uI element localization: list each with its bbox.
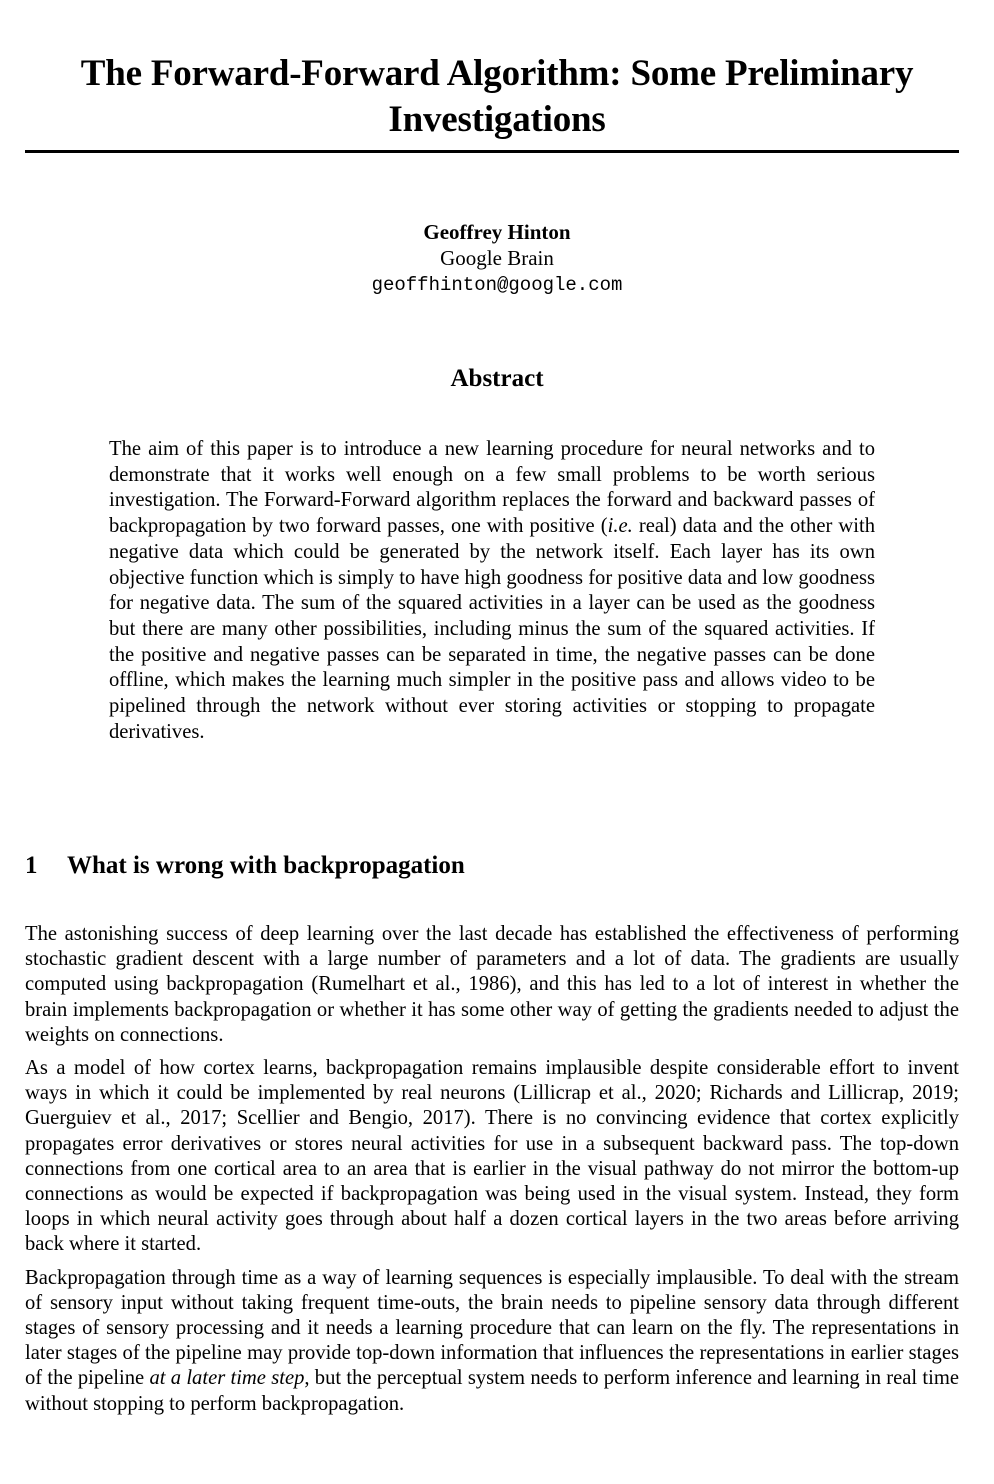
author-name: Geoffrey Hinton xyxy=(423,220,571,244)
section-number: 1 xyxy=(25,852,38,879)
author-block xyxy=(0,219,994,299)
paragraph-2: As a model of how cortex learns, backpropagation remains implausible despite considerable effort to invent ways in which it could be implemented by real neurons (Lillicrap et al., 2020; Richards and Lillicrap, 2019; Guerguiev et al., 2017; Scellier and Bengio, 2017). There is no convincing evidence that cortex explicitly propagates error derivatives or stores neural activities for use in a subsequent backward pass. The top-down connections from one cortical area to an area that is earlier in the visual pathway do not mirror the bottom-up connections as would be expected if backpropagation was being used in the visual system. Instead, they form loops in which neural activity goes through about half a dozen cortical layers in the two areas before arriving back where it started. xyxy=(25,1057,959,1256)
section-1-body xyxy=(25,922,959,1425)
paper-title: The Forward-Forward Algorithm: Some Preliminary Investigations xyxy=(80,52,914,140)
paragraph-3-part-1: Backpropagation through time as a way of learning sequences is especially implausible. To deal with the stream of sensory input without taking frequent time-outs, the brain needs to pipeline sensory data through different stages of sensory processing and it needs a learning procedure that can learn on the fly. The representations in later stages of the pipeline may provide top-down information that influences the representations in earlier stages of the pipeline xyxy=(25,1266,959,1390)
section-title: What is wrong with backpropagation xyxy=(67,852,465,879)
author-email: geoffhinton@google.com xyxy=(371,274,623,296)
abstract-text-part-1: The aim of this paper is to introduce a new learning procedure for neural networks and to demonstrate that it works well enough on a few small problems to be worth serious investigation. The Forward-Forward algorithm replaces the forward and backward passes of backpropagation by two forward passes, one with positive ( xyxy=(109,438,875,538)
abstract-heading: Abstract xyxy=(450,365,544,392)
paragraph-1: The astonishing success of deep learning over the last decade has established the effectiveness of performing stochastic gradient descent with a large number of parameters and a lot of data. The gradients are usually computed using backpropagation (Rumelhart et al., 1986), and this has led to a lot of interest in whether the brain implements backpropagation or whether it has some other way of getting the gradients needed to adjust the weights on connections. xyxy=(25,923,959,1046)
author-affiliation: Google Brain xyxy=(440,246,554,270)
abstract-italic-ie: i.e. xyxy=(607,515,633,538)
abstract-text-part-2: real) data and the other with negative data which could be generated by the network itself. Each layer has its own objective function which is simply to have high goodness for positive data and low goodness for negative data. The sum of the squared activities in a layer can be used as the goodness but there are many other possibilities, including minus the sum of the squared activities. If the positive and negative passes can be separated in time, the negative passes can be done offline, which makes the learning much simpler in the positive pass and allows video to be pipelined through the network without ever storing activities or stopping to propagate derivatives. xyxy=(109,515,875,743)
abstract-body xyxy=(109,437,875,745)
paragraph-3-part-2: , but the perceptual system needs to perform inference and learning in real time without stopping to perform backpropagation. xyxy=(25,1367,959,1415)
title-rule xyxy=(25,150,959,153)
paragraph-3 xyxy=(25,1266,959,1417)
section-1-heading xyxy=(25,851,965,881)
paragraph-3-italic: at a later time step xyxy=(149,1367,305,1390)
